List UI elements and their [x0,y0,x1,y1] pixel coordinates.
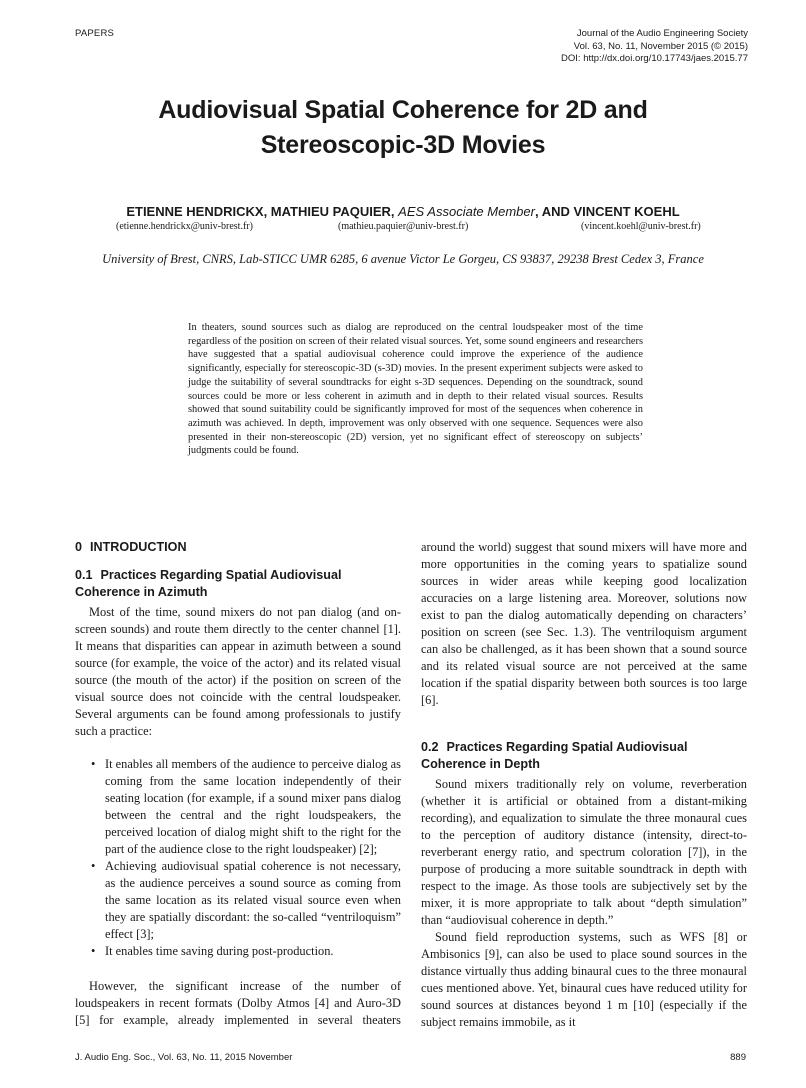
subsection-title: Practices Regarding Spatial Audiovisual Coherence in Depth [421,740,688,771]
author-email: (etienne.hendrickx@univ-brest.fr) [116,221,253,232]
section-number: 0 [75,540,83,554]
author-email: (mathieu.paquier@univ-brest.fr) [338,221,469,232]
author-names-end: , AND VINCENT KOEHL [534,204,680,219]
author-list [60,204,746,219]
bullet-item: • Achieving audiovisual spatial coherence is not necessary, as the audience perceives a sound source as coming from the same location as its related visual source even when they are spatially discordant: the so-called “ventriloquism” effect [3]; [105,858,401,943]
paragraph-start [75,978,401,1029]
right-column [421,539,747,1031]
bullet-list [75,756,401,960]
section-label: PAPERS [75,28,115,39]
bullet-item: • It enables all members of the audience to perceive dialog as coming from the same location independently of their seating location (for example, if a sound mixer pans dialog between the central and the right loudspeakers, the perceived location of dialog might shift to the right for the part of the audience close to the right loudspeaker) [2]; [105,756,401,858]
paragraph: Sound field reproduction systems, such as WFS [8] or Ambisonics [9], can also be used to place sound sources in the distance virtually thus adding binaural cues to the three monaural cues mentioned above. Yet, binaural cues have reduced utility for sound sources at distances beyond 1 m [10] (especially if the subject remains immobile, as it [421,930,747,1029]
journal-doi: DOI: http://dx.doi.org/10.17743/jaes.2015.77 [561,53,748,64]
abstract: In theaters, sound sources such as dialog are reproduced on the central loudspeaker most of the time regardless of the position on screen of their related visual sources. Yet, some sound engineers and researchers have suggested that a spatial audiovisual coherence could improve the experience of the audience significantly, especially for stereoscopic-3D (s-3D) movies. In the present experiment subjects were asked to judge the suitability of several soundtracks for eight s-3D sequences. Depending on the soundtrack, sound sources could be more or less coherent in azimuth and in depth to their related visual sources. Results showed that sound suitability could be significantly improved for most of the sequences when coherence in azimuth was achieved. In depth, improvement was only observed with one sequence. Sequences were also presented in their non-stereoscopic (2D) version, yet no significant effect of stereoscopy on subjects’ judgments could be found. [188,322,643,457]
journal-info [561,28,748,66]
section-heading [75,539,401,556]
affiliation: University of Brest, CNRS, Lab-STICC UMR 6285, 6 avenue Victor Le Gorgeu, CS 93837, 29238 Brest Cedex 3, France [102,252,704,266]
section-title: INTRODUCTION [90,540,187,554]
paragraph: Sound mixers traditionally rely on volume, reverberation (whether it is artificial or obtained from a distant-miking recording), and equalization to simulate the three monaural cues to the perception of auditory distance (intensity, direct-to-reverberant energy ratio, and spectrum coloration [7]), in the purpose of producing a more suitable soundtrack in depth with respect to the image. As those tools are subjectively set by the mixer, it is more appropriate to talk about “depth simulation” than “audiovisual coherence in depth.” [421,777,747,927]
title-line: Audiovisual Spatial Coherence for 2D and [158,96,648,124]
author-names: ETIENNE HENDRICKX, MATHIEU PAQUIER, [126,204,399,219]
paragraph: Most of the time, sound mixers do not pan dialog (and on-screen sounds) and route them directly to the center channel [1]. It means that disparities can appear in azimuth between a sound source (for example, the voice of the actor) and its related visual source (the mouth of the actor) if the position on screen of the visual source does not coincide with the central loudspeaker. Several arguments can be found among professionals to justify such a practice: [75,605,401,738]
subsection-number: 0.2 [421,740,439,754]
author-email: (vincent.koehl@univ-brest.fr) [581,221,701,232]
subsection-number: 0.1 [75,568,93,582]
member-note: AES Associate Member [398,204,535,219]
journal-volume: Vol. 63, No. 11, November 2015 (© 2015) [573,40,748,52]
left-column [75,539,401,1029]
paragraph: However, the significant increase of the number of loudspeakers in recent formats (Dolby Atmos [4] and Auro-3D [5] for example, already implemented in several theaters [75,979,401,1027]
paragraph: around the world) suggest that sound mixers will have more and more opportunities in the coming years to spatialize sound sources in wider areas while keeping good localization accuracies on a large listening area. Moreover, solutions now exist to pan the dialog automatically depending on characters’ position on screen (see Sec. 1.3). The ventriloquism argument can also be challenged, as it has been shown that a sound source and its related visual source are not perceived at the same location if the spatial disparity between both sources is too large [6]. [421,540,747,707]
footer-citation: J. Audio Eng. Soc., Vol. 63, No. 11, 2015 November [75,1052,293,1063]
bullet-item: • It enables time saving during post-production. [105,943,401,960]
title-line: Stereoscopic-3D Movies [260,131,546,159]
paragraph-continued [421,539,747,709]
subsection-title: Practices Regarding Spatial Audiovisual Coherence in Azimuth [75,568,342,599]
subsection-heading [75,567,401,601]
subsection-heading [421,739,747,773]
journal-name: Journal of the Audio Engineering Society [576,28,748,39]
page-number: 889 [730,1052,746,1063]
paper-title [60,93,746,163]
